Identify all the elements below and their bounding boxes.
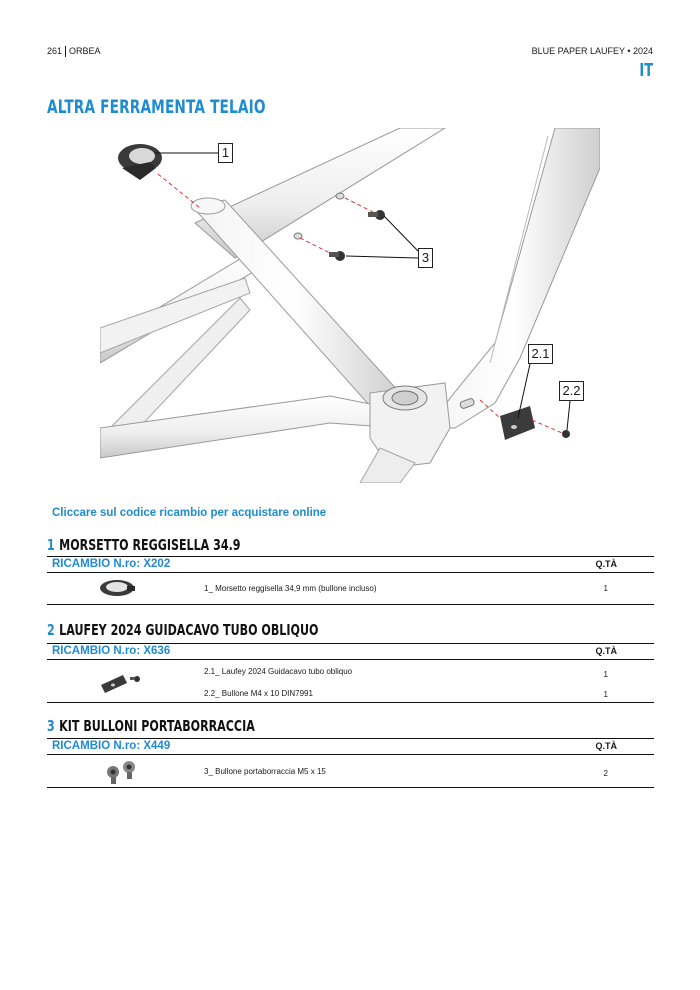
- header-left: [47, 46, 101, 57]
- table-body: [47, 660, 654, 703]
- language-code: IT: [639, 60, 653, 81]
- part-code-link[interactable]: RICAMBIO N.ro: X636: [52, 645, 171, 657]
- page-header: [47, 44, 653, 60]
- section-title-1: [47, 536, 241, 554]
- part-code-link[interactable]: RICAMBIO N.ro: X202: [52, 558, 171, 570]
- buy-online-instruction: Cliccare sul codice ricambio per acquistare online: [52, 507, 327, 519]
- table-header: [47, 738, 654, 755]
- qty-header: Q.TÀ: [595, 741, 617, 751]
- section-name: KIT BULLONI PORTABORRACCIA: [59, 717, 255, 735]
- callout-2-2: 2.2: [559, 381, 584, 401]
- brand-name: ORBEA: [69, 46, 101, 56]
- table-header: [47, 556, 654, 573]
- parts-table-3: [47, 738, 654, 788]
- qty-header: Q.TÀ: [595, 646, 617, 656]
- part-code-link[interactable]: RICAMBIO N.ro: X449: [52, 740, 171, 752]
- qty-header: Q.TÀ: [595, 559, 617, 569]
- parts-table-2: [47, 643, 654, 703]
- table-header: [47, 643, 654, 660]
- page-number: 261: [47, 46, 66, 57]
- section-name: MORSETTO REGGISELLA 34.9: [59, 536, 241, 554]
- parts-table-1: [47, 556, 654, 605]
- section-number: 3: [47, 717, 55, 735]
- part-description: 2.1_ Laufey 2024 Guidacavo tubo obliquo: [204, 667, 353, 676]
- frame-diagram: [100, 128, 600, 483]
- section-number: 1: [47, 536, 55, 554]
- part-qty: 1: [603, 670, 608, 679]
- seatpost-clamp: [118, 144, 162, 180]
- section-title-3: [47, 717, 255, 735]
- part-qty: 1: [603, 690, 608, 699]
- section-number: 2: [47, 621, 55, 639]
- callout-1: 1: [218, 143, 233, 163]
- document-title: BLUE PAPER LAUFEY • 2024: [531, 46, 653, 56]
- bolts-thumbnail: [102, 758, 142, 786]
- callout-3: 3: [418, 248, 433, 268]
- part-qty: 2: [603, 769, 608, 778]
- part-qty: 1: [603, 584, 608, 593]
- clamp-thumbnail: [97, 577, 137, 599]
- callout-2-1: 2.1: [528, 344, 553, 364]
- table-body: [47, 755, 654, 788]
- part-description: 2.2_ Bullone M4 x 10 DIN7991: [204, 689, 313, 698]
- section-title-2: [47, 621, 318, 639]
- part-description: 3_ Bullone portaborraccia M5 x 15: [204, 767, 326, 776]
- section-name: LAUFEY 2024 GUIDACAVO TUBO OBLIQUO: [59, 621, 319, 639]
- table-body: [47, 573, 654, 605]
- cable-guide: [500, 406, 535, 440]
- page-title: ALTRA FERRAMENTA TELAIO: [47, 96, 266, 118]
- part-description: 1_ Morsetto reggisella 34,9 mm (bullone incluso): [204, 584, 377, 593]
- frame-illustration: [100, 128, 600, 483]
- cable-guide-thumbnail: [97, 669, 147, 695]
